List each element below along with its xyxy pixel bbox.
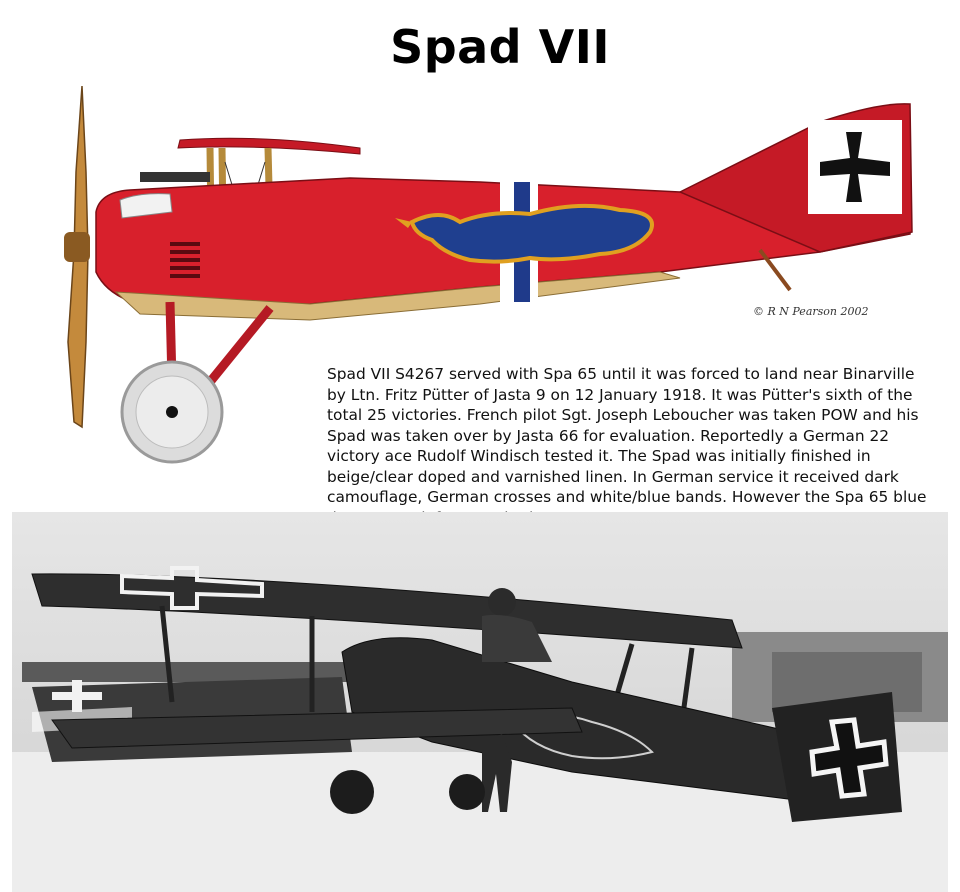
undercarriage — [122, 302, 270, 462]
page-title: Spad VII — [390, 20, 610, 74]
historical-photo — [12, 512, 948, 892]
propeller — [64, 86, 90, 427]
copyright-notice: © R N Pearson 2002 — [753, 305, 869, 318]
history-caption: Spad VII S4267 served with Spa 65 until it was forced to land near Binarville by Ltn. Fritz Pütter of Jasta 9 on 12 January 1918. It was Pütter's sixth of the total 25 victories. French pilot Sgt. Joseph Leboucher was taken POW and his Spad was taken over by Jasta 66 for evaluation. Reportedly a German 22 victory ace Rudolf Windisch tested it. The Spad was initially finished in beige/clear doped and varnished linen. In German service it received dark camouflage, German crosses and white/blue bands. However the Spa 65 blue — [327, 365, 927, 506]
tail-cross-marking — [772, 692, 902, 822]
